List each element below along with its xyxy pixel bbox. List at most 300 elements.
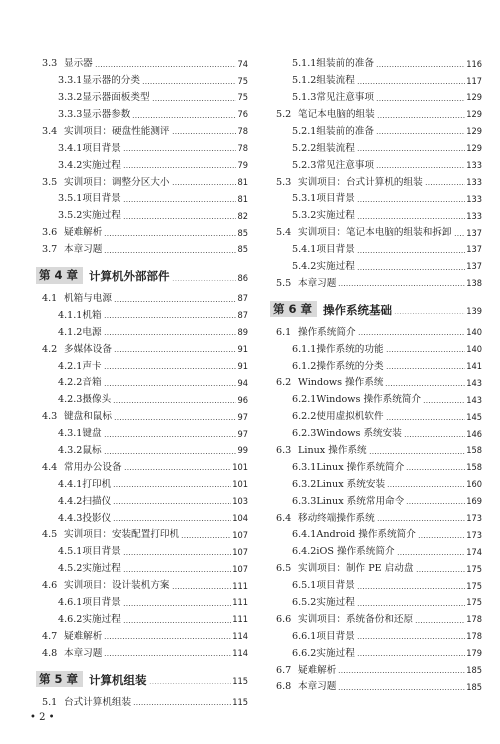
entry-number: 6.3.1	[292, 461, 317, 473]
toc-subsection-entry[interactable]	[36, 422, 248, 439]
leader-dots	[385, 385, 465, 386]
entry-number: 3.3.3	[58, 108, 83, 120]
entry-title: 操作系统的分类	[316, 360, 384, 372]
toc-subsection-entry[interactable]	[270, 337, 482, 354]
toc-section-entry[interactable]	[270, 272, 482, 289]
leader-dots	[358, 334, 466, 335]
entry-title: 疑难解析	[64, 630, 103, 642]
entry-number: 4.2.1	[58, 360, 83, 372]
toc-subsection-entry[interactable]	[36, 103, 248, 120]
entry-number: 6.5.2	[292, 597, 317, 609]
leader-dots	[377, 117, 465, 118]
toc-subsection-entry[interactable]	[270, 204, 482, 221]
toc-subsection-entry[interactable]	[270, 574, 482, 591]
entry-title: Linux 系统安装	[316, 478, 386, 490]
entry-title: 本章习题	[64, 647, 103, 659]
leader-dots	[172, 184, 237, 185]
leader-dots	[416, 571, 466, 572]
entry-number: 6.1.1	[292, 343, 317, 355]
leader-dots	[357, 201, 465, 202]
toc-section-entry[interactable]	[36, 120, 248, 137]
entry-title: 实施过程	[316, 260, 355, 272]
chapter-label: 第 5 章	[36, 671, 83, 687]
leader-dots	[415, 622, 465, 623]
leader-dots	[404, 436, 465, 437]
entry-number: 6.8	[276, 681, 292, 693]
toc-subsection-entry[interactable]	[36, 86, 248, 103]
entry-page: 85	[237, 227, 248, 239]
entry-title: Windows 操作系统简介	[316, 394, 422, 406]
entry-number: 3.3	[42, 58, 58, 70]
leader-dots	[386, 419, 466, 420]
toc-subsection-entry[interactable]	[36, 388, 248, 405]
entry-number: 6.3.2	[292, 478, 317, 490]
entry-page: 114	[232, 631, 248, 643]
entry-page: 78	[237, 126, 248, 138]
toc-subsection-entry[interactable]	[36, 204, 248, 221]
toc-subsection-entry[interactable]	[270, 120, 482, 137]
entry-page: 114	[232, 648, 248, 660]
toc-section-entry[interactable]	[36, 52, 248, 69]
toc-section-entry[interactable]	[270, 675, 482, 692]
entry-number: 6.4	[276, 512, 292, 524]
entry-page: 133	[466, 210, 482, 222]
leader-dots	[104, 453, 237, 454]
leader-dots	[172, 133, 237, 134]
entry-title: 组装前的准备	[316, 125, 374, 137]
toc-section-entry[interactable]	[270, 371, 482, 388]
leader-dots	[406, 469, 465, 470]
leader-dots	[376, 167, 465, 168]
entry-number: 6.7	[276, 664, 292, 676]
entry-page: 87	[237, 293, 248, 305]
toc-subsection-entry[interactable]	[36, 371, 248, 388]
chapter-title: 计算机外部部件	[89, 269, 170, 284]
toc-chapter-heading[interactable]	[36, 669, 248, 687]
entry-number: 4.5.1	[58, 546, 83, 558]
leader-dots	[123, 554, 231, 555]
toc-subsection-entry[interactable]	[36, 472, 248, 489]
toc-section-entry[interactable]	[36, 523, 248, 540]
toc-right-column	[270, 52, 482, 692]
toc-chapter-heading[interactable]	[270, 299, 482, 317]
chapter-title: 计算机组装	[89, 673, 147, 688]
toc-subsection-entry[interactable]	[270, 187, 482, 204]
entry-page: 174	[466, 546, 482, 558]
leader-dots	[142, 83, 237, 84]
leader-dots	[104, 368, 237, 369]
leader-dots	[123, 571, 231, 572]
entry-number: 4.2.2	[58, 377, 83, 389]
entry-number: 6.2	[276, 377, 292, 389]
entry-page: 140	[466, 327, 482, 339]
leader-dots	[357, 638, 465, 639]
chapter-page: 139	[466, 306, 482, 318]
entry-title: Android 操作系统简介	[316, 529, 416, 541]
entry-page: 129	[466, 92, 482, 104]
leader-dots	[133, 704, 231, 705]
entry-title: 显示器	[64, 58, 93, 70]
entry-title: 疑难解析	[298, 664, 337, 676]
entry-title: 常见注意事项	[316, 92, 374, 104]
entry-title: 键盘和鼠标	[64, 411, 112, 423]
entry-title: 显示器的分类	[82, 75, 140, 87]
entry-number: 5.4.2	[292, 260, 317, 272]
entry-page: 107	[232, 529, 248, 541]
leader-dots	[113, 520, 231, 521]
entry-page: 143	[466, 394, 482, 406]
entry-page: 129	[466, 143, 482, 155]
entry-number: 3.3.1	[58, 75, 83, 87]
leader-dots	[104, 436, 237, 437]
toc-section-entry[interactable]	[270, 439, 482, 456]
entry-page: 99	[237, 445, 248, 457]
entry-page: 140	[466, 344, 482, 356]
leader-dots	[357, 655, 465, 656]
leader-dots	[124, 469, 232, 470]
leader-dots	[376, 133, 465, 134]
entry-title: 使用虚拟机软件	[316, 411, 384, 423]
entry-title: 键盘	[82, 428, 102, 440]
entry-title: 实训项目：笔记本电脑的组装和拆卸	[298, 227, 452, 239]
entry-number: 4.2.3	[58, 394, 83, 406]
entry-number: 3.4.1	[58, 142, 83, 154]
toc-subsection-entry[interactable]	[270, 153, 482, 170]
toc-section-entry[interactable]	[36, 690, 248, 707]
entry-title: 项目背景	[316, 244, 355, 256]
toc-subsection-entry[interactable]	[36, 557, 248, 574]
entry-page: 107	[232, 546, 248, 558]
entry-title: 项目背景	[82, 142, 121, 154]
toc-subsection-entry[interactable]	[270, 456, 482, 473]
toc-section-entry[interactable]	[36, 574, 248, 591]
entry-number: 4.4.1	[58, 478, 83, 490]
entry-title: 实训项目：安装配置打印机	[64, 529, 180, 541]
entry-title: 实施过程	[82, 159, 121, 171]
entry-number: 6.1	[276, 326, 292, 338]
entry-number: 4.2	[42, 343, 58, 355]
toc-section-entry[interactable]	[36, 625, 248, 642]
leader-dots	[113, 402, 236, 403]
toc-subsection-entry[interactable]	[270, 405, 482, 422]
toc-subsection-entry[interactable]	[270, 489, 482, 506]
entry-number: 4.4.3	[58, 512, 83, 524]
entry-title: 机箱与电源	[64, 292, 112, 304]
entry-number: 4.6.1	[58, 597, 83, 609]
entry-page: 137	[466, 244, 482, 256]
entry-number: 3.5.1	[58, 193, 83, 205]
toc-section-entry[interactable]	[270, 506, 482, 523]
entry-number: 6.6.1	[292, 630, 317, 642]
entry-title: 实施过程	[82, 613, 121, 625]
entry-number: 6.5	[276, 563, 292, 575]
leader-dots	[95, 66, 237, 67]
entry-number: 6.6	[276, 613, 292, 625]
leader-dots	[338, 285, 465, 286]
entry-number: 3.5	[42, 176, 58, 188]
toc-subsection-entry[interactable]	[36, 69, 248, 86]
entry-number: 6.3.3	[292, 495, 317, 507]
entry-title: 操作系统简介	[298, 326, 356, 338]
toc-subsection-entry[interactable]	[270, 523, 482, 540]
leader-dots	[338, 672, 465, 673]
leader-dots	[406, 503, 465, 504]
entry-page: 185	[466, 681, 482, 693]
entry-title: 实训项目：硬盘性能测评	[64, 125, 170, 137]
entry-number: 4.7	[42, 630, 58, 642]
entry-title: 组装流程	[316, 75, 355, 87]
entry-number: 4.8	[42, 647, 58, 659]
entry-page: 178	[466, 631, 482, 643]
entry-page: 111	[232, 580, 248, 592]
entry-number: 4.5.2	[58, 563, 83, 575]
entry-title: 本章习题	[298, 681, 337, 693]
entry-number: 6.4.1	[292, 529, 317, 541]
leader-dots	[132, 117, 236, 118]
leader-dots	[114, 419, 237, 420]
entry-page: 185	[466, 664, 482, 676]
entry-page: 175	[466, 597, 482, 609]
toc-subsection-entry[interactable]	[36, 320, 248, 337]
entry-page: 101	[232, 462, 248, 474]
entry-number: 5.4.1	[292, 244, 317, 256]
entry-number: 5.3	[276, 176, 292, 188]
toc-subsection-entry[interactable]	[270, 136, 482, 153]
leader-dots	[104, 385, 237, 386]
entry-title: 实施过程	[82, 563, 121, 575]
entry-title: 实施过程	[316, 597, 355, 609]
toc-subsection-entry[interactable]	[270, 422, 482, 439]
entry-page: 91	[237, 344, 248, 356]
entry-page: 158	[466, 462, 482, 474]
entry-page: 141	[466, 360, 482, 372]
entry-page: 107	[232, 563, 248, 575]
entry-page: 129	[466, 109, 482, 121]
entry-title: 声卡	[82, 360, 102, 372]
toc-section-entry[interactable]	[36, 641, 248, 658]
toc-section-entry[interactable]	[270, 658, 482, 675]
leader-dots	[123, 167, 237, 168]
entry-number: 5.1.3	[292, 92, 317, 104]
toc-section-entry[interactable]	[36, 456, 248, 473]
entry-number: 4.3.1	[58, 428, 83, 440]
toc-subsection-entry[interactable]	[36, 354, 248, 371]
entry-number: 5.1.1	[292, 58, 317, 70]
leader-dots	[394, 313, 465, 314]
entry-number: 4.1.2	[58, 326, 83, 338]
toc-section-entry[interactable]	[36, 170, 248, 187]
entry-number: 5.4	[276, 227, 292, 239]
toc-subsection-entry[interactable]	[270, 354, 482, 371]
entry-page: 104	[232, 512, 248, 524]
entry-title: 显示器参数	[82, 108, 131, 120]
toc-section-entry[interactable]	[270, 170, 482, 187]
toc-section-entry[interactable]	[36, 221, 248, 238]
chapter-page: 115	[232, 676, 248, 688]
entry-number: 6.2.3	[292, 428, 317, 440]
entry-page: 133	[466, 176, 482, 188]
entry-number: 5.5	[276, 277, 292, 289]
toc-section-entry[interactable]	[270, 557, 482, 574]
toc-subsection-entry[interactable]	[270, 86, 482, 103]
entry-page: 74	[237, 58, 248, 70]
entry-page: 78	[237, 143, 248, 155]
entry-title: 多媒体设备	[64, 343, 112, 355]
entry-page: 89	[237, 327, 248, 339]
entry-title: Windows 系统安装	[316, 428, 402, 440]
leader-dots	[357, 218, 465, 219]
leader-dots	[357, 588, 465, 589]
entry-number: 3.4.2	[58, 159, 83, 171]
entry-title: 鼠标	[82, 445, 102, 456]
entry-page: 143	[466, 377, 482, 389]
entry-number: 4.5	[42, 529, 58, 541]
entry-title: 项目背景	[316, 193, 355, 205]
toc-section-entry[interactable]	[270, 221, 482, 238]
toc-subsection-entry[interactable]	[270, 69, 482, 86]
toc-subsection-entry[interactable]	[36, 489, 248, 506]
entry-page: 75	[237, 92, 248, 104]
toc-section-entry[interactable]	[36, 405, 248, 422]
entry-page: 129	[466, 126, 482, 138]
entry-title: 机箱	[82, 309, 102, 321]
entry-title: 常见注意事项	[316, 159, 374, 171]
entry-page: 116	[466, 58, 482, 70]
toc-subsection-entry[interactable]	[270, 591, 482, 608]
entry-number: 6.1.2	[292, 360, 317, 372]
entry-title: iOS 操作系统简介	[316, 546, 395, 558]
toc-subsection-entry[interactable]	[36, 608, 248, 625]
entry-title: Linux 操作系统	[298, 445, 367, 456]
chapter-label: 第 6 章	[270, 301, 317, 317]
entry-title: Linux 系统常用命令	[316, 495, 405, 507]
toc-section-entry[interactable]	[36, 337, 248, 354]
toc-section-entry[interactable]	[270, 320, 482, 337]
toc-subsection-entry[interactable]	[270, 255, 482, 272]
toc-subsection-entry[interactable]	[36, 591, 248, 608]
entry-number: 5.2	[276, 108, 292, 120]
entry-title: 实训项目：设计装机方案	[64, 580, 170, 592]
toc-subsection-entry[interactable]	[270, 540, 482, 557]
leader-dots	[181, 537, 231, 538]
toc-subsection-entry[interactable]	[36, 136, 248, 153]
entry-page: 96	[237, 394, 248, 406]
entry-page: 160	[466, 479, 482, 491]
leader-dots	[338, 689, 465, 690]
toc-subsection-entry[interactable]	[270, 52, 482, 69]
entry-number: 5.3.2	[292, 210, 317, 222]
toc-section-entry[interactable]	[36, 287, 248, 304]
entry-page: 101	[232, 479, 248, 491]
toc-subsection-entry[interactable]	[270, 472, 482, 489]
leader-dots	[397, 554, 466, 555]
entry-page: 138	[466, 278, 482, 290]
toc-subsection-entry[interactable]	[270, 238, 482, 255]
toc-subsection-entry[interactable]	[36, 187, 248, 204]
entry-title: 本章习题	[64, 244, 103, 256]
entry-page: 145	[466, 411, 482, 423]
toc-section-entry[interactable]	[270, 608, 482, 625]
entry-title: Linux 操作系统简介	[316, 461, 405, 473]
entry-number: 3.7	[42, 244, 58, 256]
entry-title: 组装流程	[316, 142, 355, 154]
entry-page: 137	[466, 227, 482, 239]
entry-number: 4.1.1	[58, 309, 83, 321]
entry-title: 实训项目：制作 PE 启动盘	[298, 563, 414, 575]
entry-page: 91	[237, 360, 248, 372]
entry-number: 4.4	[42, 461, 58, 473]
entry-page: 87	[237, 310, 248, 322]
leader-dots	[123, 201, 237, 202]
chapter-page: 86	[237, 272, 248, 284]
entry-title: 项目背景	[82, 193, 121, 205]
leader-dots	[114, 301, 237, 302]
leader-dots	[152, 100, 237, 101]
toc-subsection-entry[interactable]	[36, 304, 248, 321]
leader-dots	[104, 334, 237, 335]
toc-chapter-heading[interactable]	[36, 266, 248, 284]
entry-page: 179	[466, 648, 482, 660]
entry-number: 6.2.1	[292, 394, 317, 406]
entry-page: 146	[466, 428, 482, 440]
toc-section-entry[interactable]	[36, 238, 248, 255]
entry-page: 117	[466, 75, 482, 87]
entry-title: 投影仪	[82, 512, 112, 524]
entry-page: 82	[237, 210, 248, 222]
leader-dots	[113, 503, 231, 504]
entry-number: 6.2.2	[292, 411, 317, 423]
leader-dots	[123, 622, 231, 623]
entry-number: 6.4.2	[292, 546, 317, 558]
leader-dots	[104, 235, 236, 236]
entry-title: 实施过程	[316, 210, 355, 222]
toc-subsection-entry[interactable]	[36, 506, 248, 523]
entry-title: 组装前的准备	[316, 58, 374, 70]
entry-number: 6.5.1	[292, 580, 317, 592]
chapter-title: 操作系统基础	[323, 303, 393, 318]
entry-title: 摄像头	[82, 394, 112, 406]
leader-dots	[123, 605, 231, 606]
toc-subsection-entry[interactable]	[36, 439, 248, 456]
leader-dots	[387, 486, 465, 487]
entry-page: 85	[237, 244, 248, 256]
toc-subsection-entry[interactable]	[270, 388, 482, 405]
entry-title: 实施过程	[316, 647, 355, 659]
entry-page: 158	[466, 445, 482, 457]
entry-page: 173	[466, 529, 482, 541]
entry-number: 4.6	[42, 580, 58, 592]
entry-page: 75	[237, 75, 248, 87]
leader-dots	[104, 252, 236, 253]
toc-subsection-entry[interactable]	[270, 641, 482, 658]
leader-dots	[357, 605, 465, 606]
entry-title: 笔记本电脑的组装	[298, 108, 375, 120]
entry-number: 6.6.2	[292, 647, 317, 659]
toc-subsection-entry[interactable]	[36, 153, 248, 170]
leader-dots	[123, 218, 237, 219]
entry-number: 3.6	[42, 227, 58, 239]
entry-title: 实训项目：调整分区大小	[64, 176, 170, 188]
leader-dots	[114, 351, 237, 352]
entry-page: 175	[466, 580, 482, 592]
entry-title: 音箱	[82, 377, 102, 389]
toc-section-entry[interactable]	[270, 103, 482, 120]
toc-subsection-entry[interactable]	[270, 625, 482, 642]
entry-title: 项目背景	[82, 597, 121, 609]
entry-title: 移动终端操作系统	[298, 512, 375, 524]
leader-dots	[376, 100, 465, 101]
toc-subsection-entry[interactable]	[36, 540, 248, 557]
